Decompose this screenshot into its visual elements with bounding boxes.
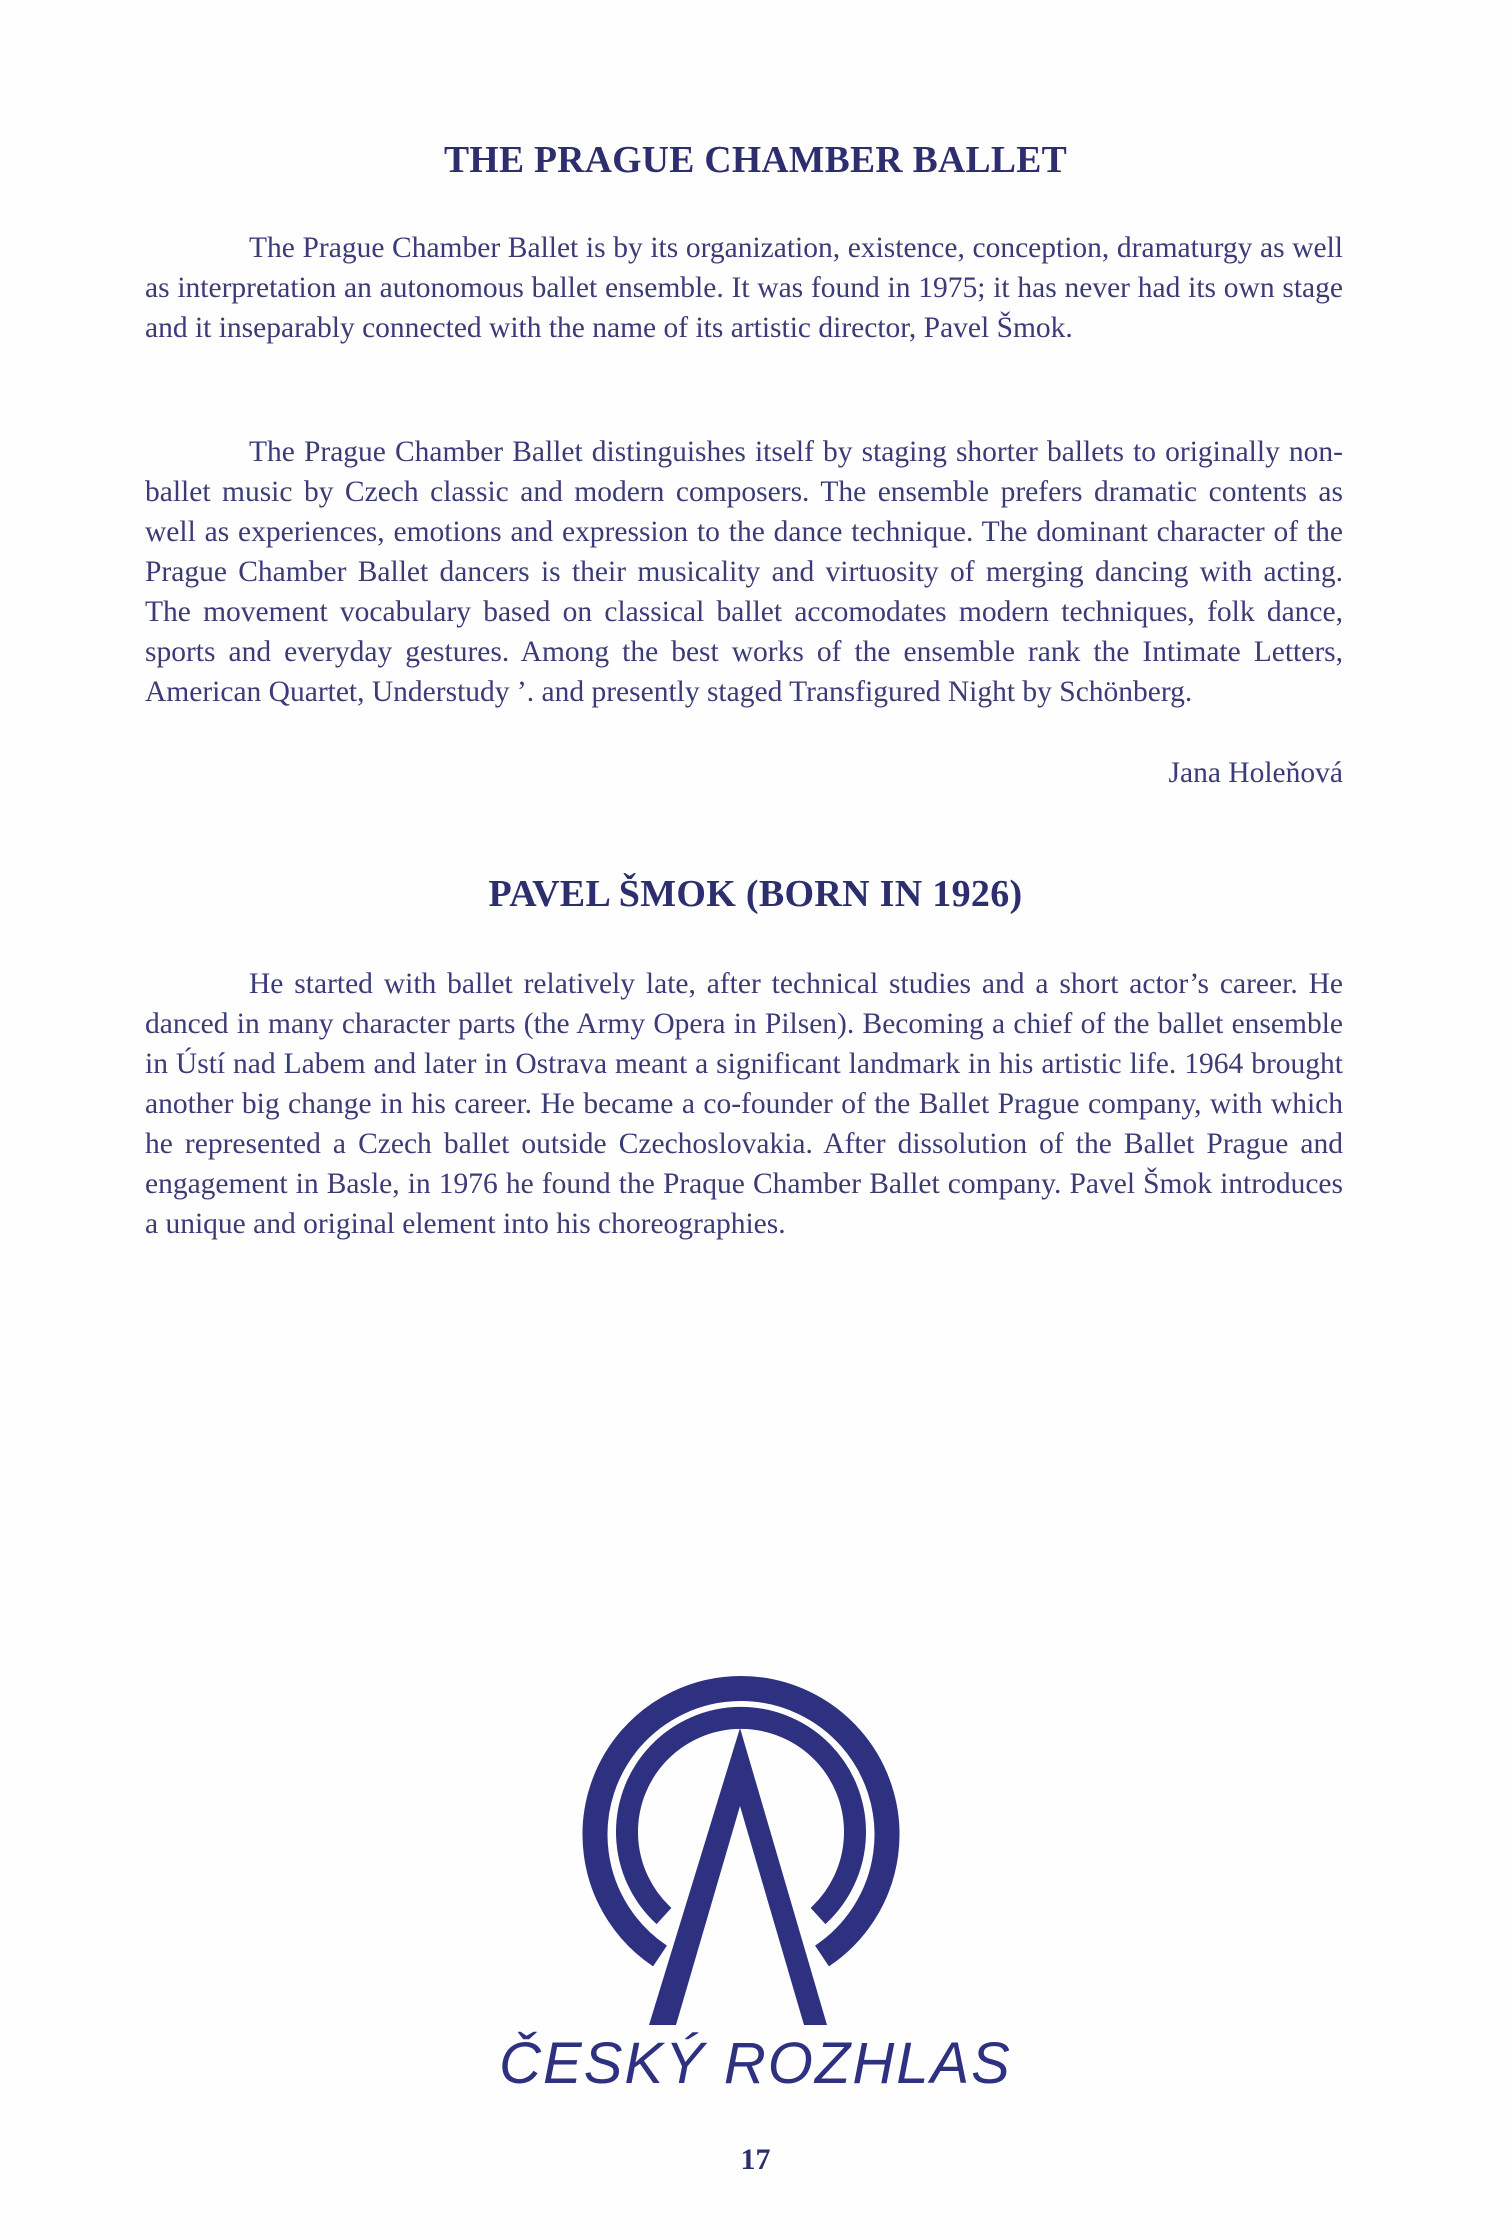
- paragraph-pavel-smok-bio: He started with ballet relatively late, after technical studies and a short actor’s career. He danced in many character parts (the Army Opera in Pilsen). Becoming a chief of the ballet ensemble in Ústí nad Labem and later in Ostrava meant a significant landmark in his artistic life. 1964 brought another big change in his career. He became a co-founder of the Ballet Prague company, with which he represented a Czech ballet outside Czechoslovakia. After dissolution of the Ballet Prague and engagement in Basle, in 1976 he found the Praque Chamber Ballet company. Pavel Šmok introduces a unique and original element into his choreographies.: [145, 968, 1343, 1240]
- brand-name: ČESKÝ ROZHLAS: [499, 2031, 1012, 2096]
- author-signature: Jana Holeňová: [1168, 757, 1343, 789]
- logo-antenna-mast: [649, 1728, 827, 2025]
- section-title-pavel-smok: PAVEL ŠMOK (BORN IN 1926): [488, 873, 1023, 915]
- paragraph-ensemble-style: The Prague Chamber Ballet distinguishes itself by staging shorter ballets to originally non-ballet music by Czech classic and modern composers. The ensemble prefers dramatic contents as well as experiences, emotions and expression to the dance technique. The dominant character of the Prague Chamber Ballet dancers is their musicality and virtuosity of merging dancing with acting. The movement vocabulary based on classical ballet accomodates modern techniques, folk dance, sports and everyday gestures. Among the best works of the ensemble rank the Intimate Letters, American Quartet, Understudy ’. and presently staged Transfigured Night by Schönberg.: [145, 436, 1343, 708]
- section-title-prague-chamber-ballet: THE PRAGUE CHAMBER BALLET: [443, 139, 1068, 181]
- radio-antenna-logo-icon: [580, 1660, 910, 2032]
- paragraph-ensemble-intro: The Prague Chamber Ballet is by its organization, existence, conception, dramaturgy as well as interpretation an autonomous ballet ensemble. It was found in 1975; it has never had its own stage and it inseparably connected with the name of its artistic director, Pavel Šmok.: [145, 232, 1343, 344]
- page-number: 17: [740, 2143, 771, 2176]
